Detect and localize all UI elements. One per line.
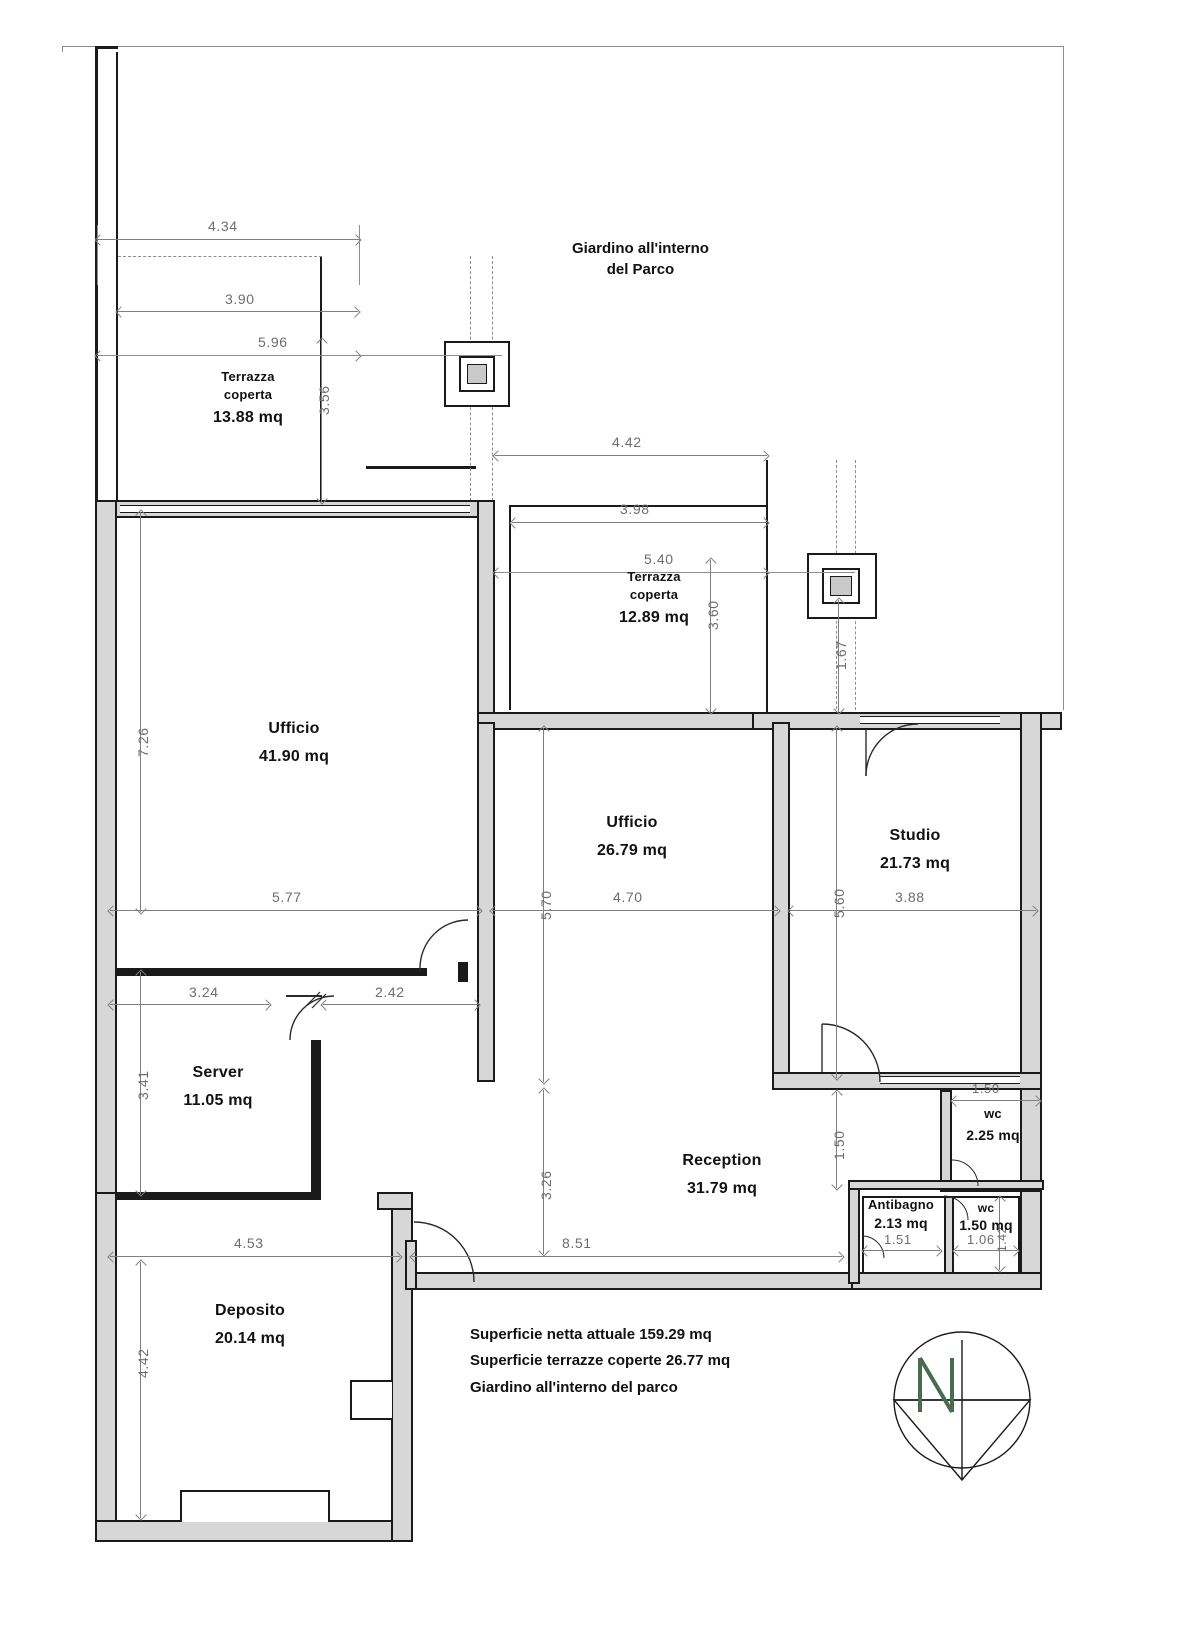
dim-text-4-34: 4.34 bbox=[208, 218, 238, 234]
wall-deposito-top bbox=[377, 1192, 413, 1210]
wall-upper-right-liner bbox=[860, 716, 1000, 724]
dim-ext-4-34-r bbox=[359, 225, 360, 285]
column-2-core bbox=[830, 576, 852, 596]
exterior-wall-left-upper-inner bbox=[116, 52, 118, 502]
dim-text-3-56: 3.56 bbox=[316, 385, 332, 415]
room-name: Deposito bbox=[214, 1302, 286, 1319]
room-area: 26.79 mq bbox=[596, 841, 668, 859]
dim-line-5-77 bbox=[110, 910, 480, 911]
room-wc-2 bbox=[948, 1200, 1024, 1235]
dim-text-5-60: 5.60 bbox=[831, 888, 847, 918]
dim-text-4-42: 4.42 bbox=[612, 434, 642, 450]
dim-text-1-50-wc: 1.50 bbox=[972, 1081, 1000, 1096]
terrace2-wall-left bbox=[509, 505, 511, 710]
dim-text-5-40: 5.40 bbox=[644, 551, 674, 567]
dim-text-1-06: 1.06 bbox=[967, 1232, 995, 1247]
dim-line-4-53 bbox=[110, 1256, 400, 1257]
dim-line-3-90 bbox=[118, 311, 358, 312]
dim-text-1-50v: 1.50 bbox=[831, 1130, 847, 1160]
wall-reception-bottom bbox=[405, 1272, 853, 1290]
dim-text-3-98: 3.98 bbox=[620, 501, 650, 517]
dim-text-3-26: 3.26 bbox=[538, 1170, 554, 1200]
garden-note-line2: del Parco bbox=[606, 261, 675, 278]
dim-text-4-53: 4.53 bbox=[234, 1235, 264, 1251]
dim-text-5-70: 5.70 bbox=[538, 890, 554, 920]
room-deposito bbox=[140, 1300, 360, 1349]
room-name: Reception bbox=[682, 1152, 762, 1169]
dim-line-8-51 bbox=[412, 1256, 842, 1257]
room-name: Terrazza bbox=[221, 369, 275, 384]
summary-line-1: Superficie netta attuale 159.29 mq bbox=[470, 1326, 712, 1343]
wall-server-bottom bbox=[117, 1192, 321, 1200]
dim-text-3-24: 3.24 bbox=[189, 984, 219, 1000]
room-area: 11.05 mq bbox=[183, 1091, 253, 1109]
wall-antibagno-outer-top bbox=[848, 1180, 1044, 1190]
dim-line-3-88 bbox=[790, 910, 1036, 911]
dim-text-8-51: 8.51 bbox=[562, 1235, 592, 1251]
property-line-right bbox=[1063, 46, 1064, 710]
room-reception bbox=[612, 1150, 832, 1199]
dim-text-2-42: 2.42 bbox=[375, 984, 405, 1000]
room-name-2: coperta bbox=[629, 586, 679, 602]
dim-text-3-90: 3.90 bbox=[225, 291, 255, 307]
room-wc-1 bbox=[938, 1105, 1048, 1144]
terrace1-guide-top bbox=[118, 256, 322, 257]
dim-text-3-60: 3.60 bbox=[705, 600, 721, 630]
summary-notes bbox=[470, 1322, 730, 1401]
room-name: Studio bbox=[889, 827, 941, 844]
wall-deposito-left bbox=[95, 1192, 117, 1542]
dim-line-4-34 bbox=[97, 239, 359, 240]
room-area: 12.89 mq bbox=[618, 609, 690, 627]
wall-ufficio1-top-liner bbox=[120, 505, 470, 513]
garden-note-line1: Giardino all'interno bbox=[572, 240, 709, 257]
wall-bottom-right bbox=[840, 1272, 1042, 1290]
dim-text-7-26: 7.26 bbox=[135, 727, 151, 757]
dim-text-5-96: 5.96 bbox=[258, 334, 288, 350]
room-name: Ufficio bbox=[606, 814, 658, 831]
dim-line-7-26 bbox=[140, 512, 141, 912]
room-studio bbox=[805, 825, 1025, 874]
wall-upper-mid bbox=[477, 712, 762, 730]
room-antibagno bbox=[848, 1196, 954, 1232]
dim-text-3-41: 3.41 bbox=[135, 1070, 151, 1100]
room-name: Server bbox=[192, 1064, 244, 1081]
dim-line-4-70 bbox=[492, 910, 778, 911]
dim-line-3-24 bbox=[110, 1004, 269, 1005]
wall-reception-entry-jamb bbox=[405, 1240, 417, 1290]
wall-ufficio2-left bbox=[477, 722, 495, 1082]
room-terrazza-coperta-2 bbox=[556, 568, 752, 629]
room-area: 20.14 mq bbox=[214, 1329, 286, 1347]
dim-text-1-67: 1.67 bbox=[833, 640, 849, 670]
dim-line-3-98 bbox=[512, 522, 767, 523]
dim-hair-5-96 bbox=[97, 355, 502, 356]
room-name: Terrazza bbox=[627, 569, 681, 584]
summary-line-3: Giardino all'interno del parco bbox=[470, 1378, 678, 1396]
dim-line-2-42 bbox=[323, 1004, 478, 1005]
room-area: 1.50 mq bbox=[959, 1217, 1013, 1234]
room-area: 31.79 mq bbox=[686, 1179, 758, 1197]
dim-line-1-51 bbox=[864, 1250, 940, 1251]
dim-text-3-88: 3.88 bbox=[895, 889, 925, 905]
wall-deposito-bottom bbox=[95, 1520, 413, 1542]
property-line-left bbox=[62, 46, 63, 52]
room-area: 2.13 mq bbox=[874, 1214, 928, 1231]
room-name: Antibagno bbox=[867, 1197, 935, 1212]
wall-antibagno-inner-bottom bbox=[862, 1272, 1020, 1274]
wall-server-door-jamb bbox=[458, 962, 468, 982]
column-1-core bbox=[467, 364, 487, 384]
room-name-2: coperta bbox=[223, 386, 273, 402]
garden-note bbox=[572, 238, 709, 280]
summary-line-2: Superficie terrazze coperte 26.77 mq bbox=[470, 1352, 731, 1370]
dim-line-4-42 bbox=[495, 455, 767, 456]
room-area: 21.73 mq bbox=[879, 854, 951, 872]
room-area: 13.88 mq bbox=[212, 409, 284, 427]
dim-text-4-42v: 4.42 bbox=[135, 1348, 151, 1378]
wall-server-top bbox=[117, 968, 427, 976]
dim-ext-4-34-l bbox=[97, 225, 98, 285]
room-name: wc bbox=[977, 1201, 995, 1215]
room-name: Ufficio bbox=[268, 720, 320, 737]
dim-text-1-42v: 1.42 bbox=[995, 1226, 1009, 1252]
terrace2-wall-right bbox=[766, 460, 768, 715]
terrace1-wall-top bbox=[366, 466, 476, 469]
room-terrazza-coperta-1 bbox=[150, 368, 346, 429]
dim-text-5-77: 5.77 bbox=[272, 889, 302, 905]
dim-text-1-51: 1.51 bbox=[884, 1232, 912, 1247]
room-area: 41.90 mq bbox=[258, 747, 330, 765]
wall-exterior-left bbox=[95, 500, 117, 1298]
room-ufficio-2 bbox=[522, 812, 742, 861]
dim-text-4-70: 4.70 bbox=[613, 889, 643, 905]
room-ufficio-1 bbox=[184, 718, 404, 767]
property-line-top bbox=[62, 46, 1064, 47]
exterior-wall-top-stub bbox=[95, 46, 118, 49]
room-server bbox=[118, 1062, 318, 1111]
wall-deposito-notch-bottom bbox=[180, 1490, 330, 1522]
dim-line-1-50-wc bbox=[953, 1100, 1039, 1101]
wall-deposito-notch-right bbox=[350, 1380, 392, 1420]
room-name: wc bbox=[984, 1106, 1002, 1121]
room-area: 2.25 mq bbox=[966, 1126, 1020, 1143]
wall-ufficio1-right bbox=[477, 500, 495, 722]
